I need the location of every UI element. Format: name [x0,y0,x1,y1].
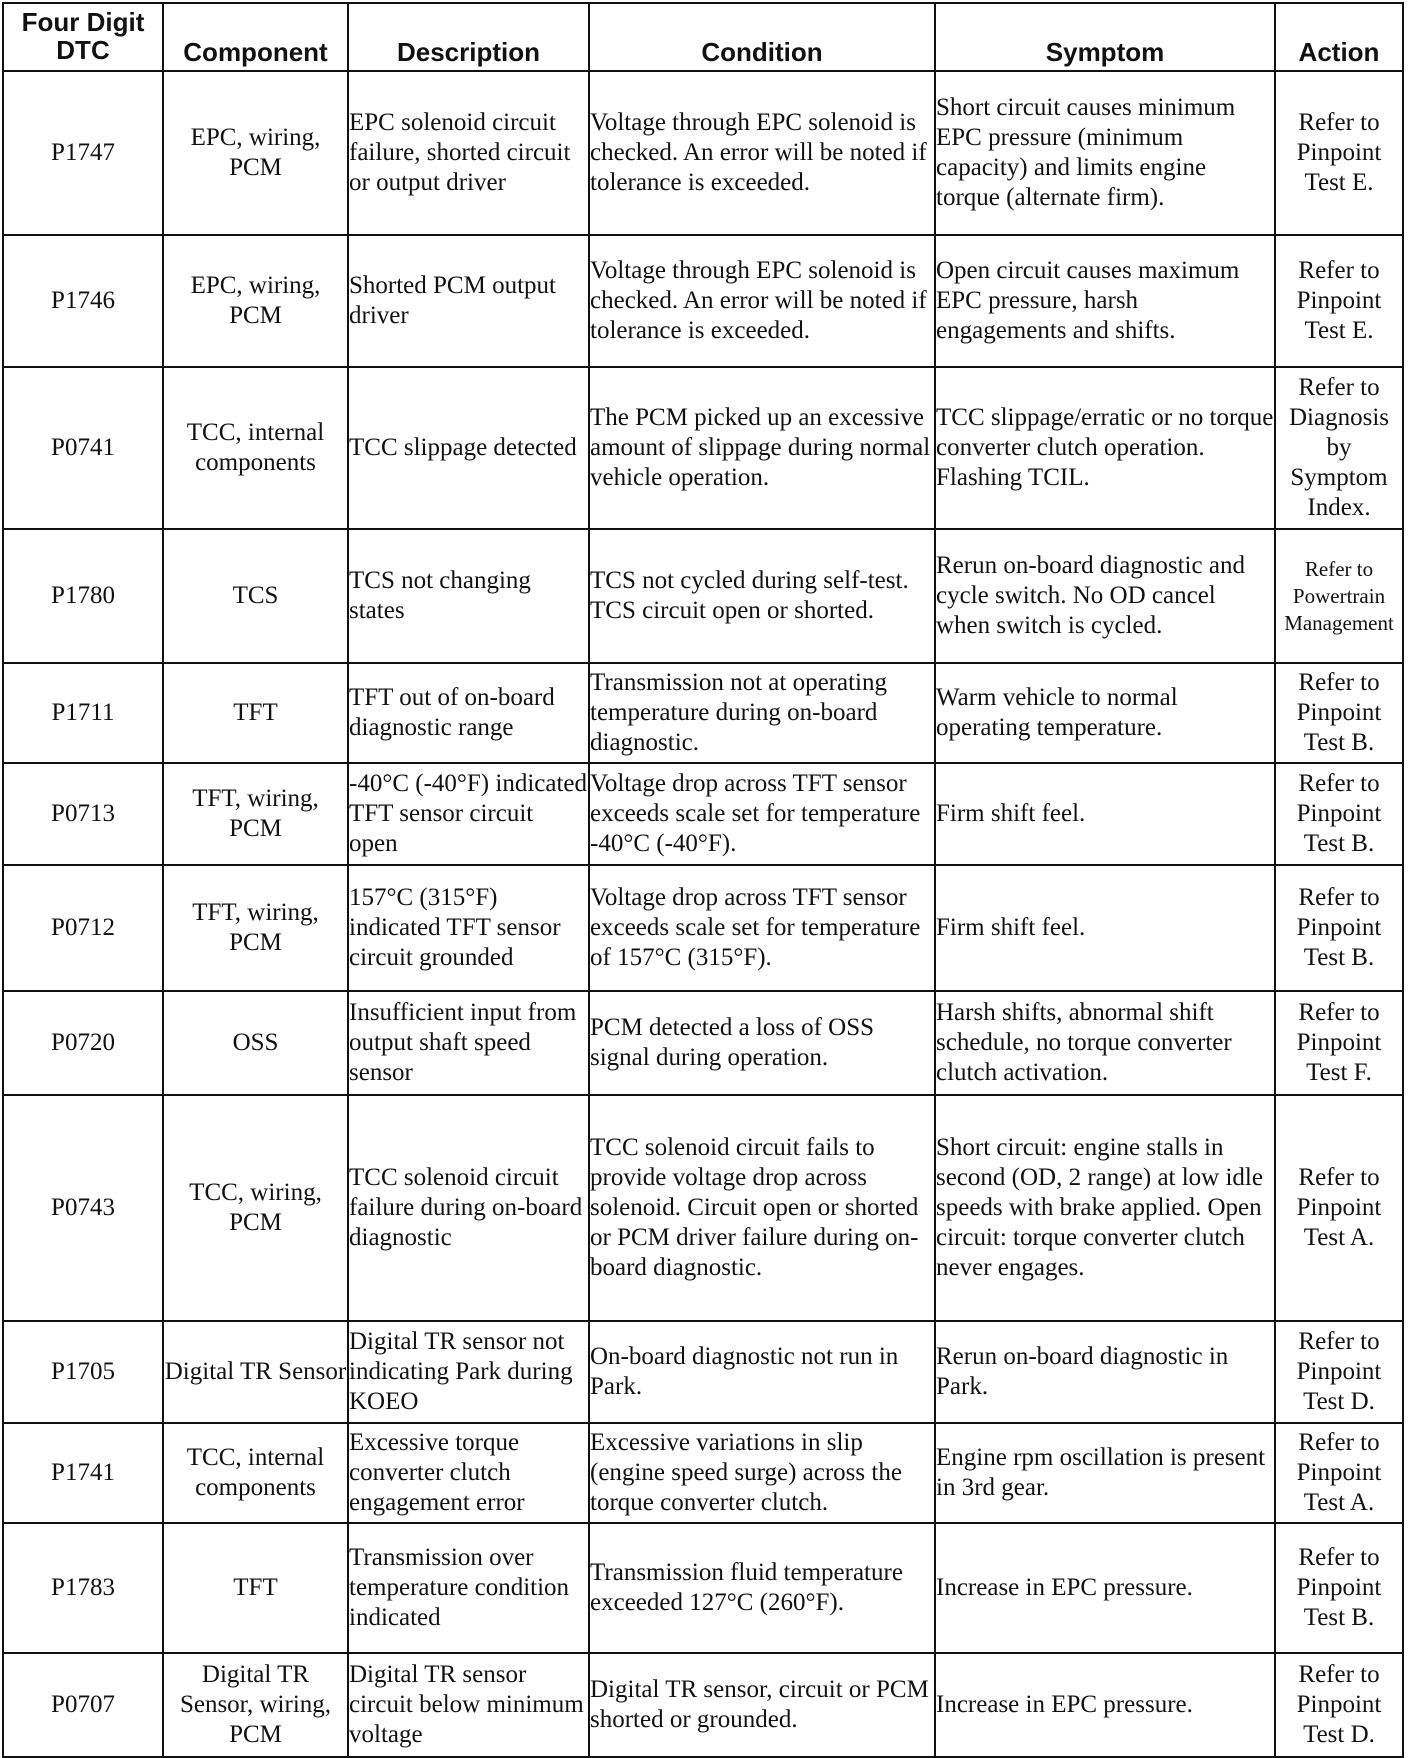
component-cell: TCS [163,529,348,663]
description-cell: TCS not changing states [348,529,589,663]
action-cell: Refer to Powertrain Management [1275,529,1403,663]
component-cell: TFT, wiring, PCM [163,763,348,865]
action-cell: Refer to Pinpoint Test E. [1275,235,1403,367]
action-cell: Refer to Pinpoint Test D. [1275,1653,1403,1757]
component-cell: TCC, wiring, PCM [163,1095,348,1321]
table-row [3,1653,1403,1757]
dtc-code-cell: P1746 [3,235,163,367]
description-cell: Transmission over temperature condition indicated [348,1523,589,1653]
symptom-cell: Increase in EPC pressure. [935,1523,1275,1653]
header-description: Description [348,3,589,71]
symptom-cell: Warm vehicle to normal operating temperature. [935,663,1275,763]
action-cell: Refer to Pinpoint Test B. [1275,1523,1403,1653]
dtc-code-cell: P0741 [3,367,163,529]
condition-cell: Voltage drop across TFT sensor exceeds scale set for temperature -40°C (-40°F). [589,763,935,865]
description-cell: EPC solenoid circuit failure, shorted circuit or output driver [348,71,589,235]
component-cell: Digital TR Sensor [163,1321,348,1423]
component-cell: Digital TR Sensor, wiring, PCM [163,1653,348,1757]
component-cell: EPC, wiring, PCM [163,235,348,367]
action-cell: Refer to Pinpoint Test B. [1275,663,1403,763]
table-header-row [3,3,1403,71]
condition-cell: TCS not cycled during self-test. TCS circuit open or shorted. [589,529,935,663]
condition-cell: Digital TR sensor, circuit or PCM shorted or grounded. [589,1653,935,1757]
table-row [3,235,1403,367]
action-cell: Refer to Pinpoint Test B. [1275,865,1403,991]
header-dtc: Four Digit DTC [3,3,163,71]
symptom-cell: Harsh shifts, abnormal shift schedule, no torque converter clutch activation. [935,991,1275,1095]
component-cell: TCC, internal components [163,1423,348,1523]
symptom-cell: Firm shift feel. [935,865,1275,991]
symptom-cell: Open circuit causes maximum EPC pressure, harsh engagements and shifts. [935,235,1275,367]
table-row [3,763,1403,865]
dtc-code-cell: P1747 [3,71,163,235]
table-row [3,663,1403,763]
table-row [3,865,1403,991]
table-row [3,71,1403,235]
component-cell: EPC, wiring, PCM [163,71,348,235]
header-condition: Condition [589,3,935,71]
symptom-cell: Firm shift feel. [935,763,1275,865]
condition-cell: TCC solenoid circuit fails to provide voltage drop across solenoid. Circuit open or shorted or PCM driver failure during on-board diagnostic. [589,1095,935,1321]
symptom-cell: Rerun on-board diagnostic in Park. [935,1321,1275,1423]
action-cell: Refer to Pinpoint Test A. [1275,1423,1403,1523]
condition-cell: Voltage drop across TFT sensor exceeds scale set for temperature of 157°C (315°F). [589,865,935,991]
condition-cell: PCM detected a loss of OSS signal during operation. [589,991,935,1095]
component-cell: TCC, internal components [163,367,348,529]
dtc-code-cell: P1783 [3,1523,163,1653]
description-cell: Excessive torque converter clutch engagement error [348,1423,589,1523]
table-row [3,1095,1403,1321]
dtc-code-cell: P0713 [3,763,163,865]
dtc-code-cell: P1705 [3,1321,163,1423]
header-component: Component [163,3,348,71]
action-cell: Refer to Pinpoint Test E. [1275,71,1403,235]
component-cell: OSS [163,991,348,1095]
table-row [3,529,1403,663]
dtc-code-cell: P0720 [3,991,163,1095]
component-cell: TFT [163,663,348,763]
table-row [3,1523,1403,1653]
table-row [3,1423,1403,1523]
dtc-code-cell: P0743 [3,1095,163,1321]
table-row [3,991,1403,1095]
table-row [3,1321,1403,1423]
description-cell: 157°C (315°F) indicated TFT sensor circuit grounded [348,865,589,991]
description-cell: -40°C (-40°F) indicated TFT sensor circuit open [348,763,589,865]
action-cell: Refer to Pinpoint Test D. [1275,1321,1403,1423]
header-action: Action [1275,3,1403,71]
component-cell: TFT, wiring, PCM [163,865,348,991]
dtc-code-cell: P1780 [3,529,163,663]
action-cell: Refer to Pinpoint Test B. [1275,763,1403,865]
condition-cell: Voltage through EPC solenoid is checked. An error will be noted if tolerance is exceeded. [589,71,935,235]
symptom-cell: Rerun on-board diagnostic and cycle switch. No OD cancel when switch is cycled. [935,529,1275,663]
header-symptom: Symptom [935,3,1275,71]
action-cell: Refer to Diagnosis by Symptom Index. [1275,367,1403,529]
condition-cell: The PCM picked up an excessive amount of slippage during normal vehicle operation. [589,367,935,529]
condition-cell: Voltage through EPC solenoid is checked. An error will be noted if tolerance is exceeded. [589,235,935,367]
description-cell: TCC solenoid circuit failure during on-board diagnostic [348,1095,589,1321]
dtc-code-cell: P1711 [3,663,163,763]
condition-cell: Excessive variations in slip (engine speed surge) across the torque converter clutch. [589,1423,935,1523]
dtc-code-cell: P0707 [3,1653,163,1757]
description-cell: Insufficient input from output shaft speed sensor [348,991,589,1095]
description-cell: Digital TR sensor circuit below minimum voltage [348,1653,589,1757]
action-cell: Refer to Pinpoint Test F. [1275,991,1403,1095]
description-cell: Shorted PCM output driver [348,235,589,367]
table-row [3,367,1403,529]
component-cell: TFT [163,1523,348,1653]
description-cell: TFT out of on-board diagnostic range [348,663,589,763]
description-cell: TCC slippage detected [348,367,589,529]
symptom-cell: Increase in EPC pressure. [935,1653,1275,1757]
symptom-cell: Engine rpm oscillation is present in 3rd gear. [935,1423,1275,1523]
symptom-cell: TCC slippage/erratic or no torque converter clutch operation. Flashing TCIL. [935,367,1275,529]
symptom-cell: Short circuit causes minimum EPC pressure (minimum capacity) and limits engine torque (alternate firm). [935,71,1275,235]
dtc-table [2,2,1404,1758]
condition-cell: Transmission not at operating temperature during on-board diagnostic. [589,663,935,763]
condition-cell: Transmission fluid temperature exceeded 127°C (260°F). [589,1523,935,1653]
condition-cell: On-board diagnostic not run in Park. [589,1321,935,1423]
symptom-cell: Short circuit: engine stalls in second (OD, 2 range) at low idle speeds with brake applied. Open circuit: torque converter clutch never engages. [935,1095,1275,1321]
dtc-code-cell: P0712 [3,865,163,991]
description-cell: Digital TR sensor not indicating Park during KOEO [348,1321,589,1423]
dtc-code-cell: P1741 [3,1423,163,1523]
action-cell: Refer to Pinpoint Test A. [1275,1095,1403,1321]
